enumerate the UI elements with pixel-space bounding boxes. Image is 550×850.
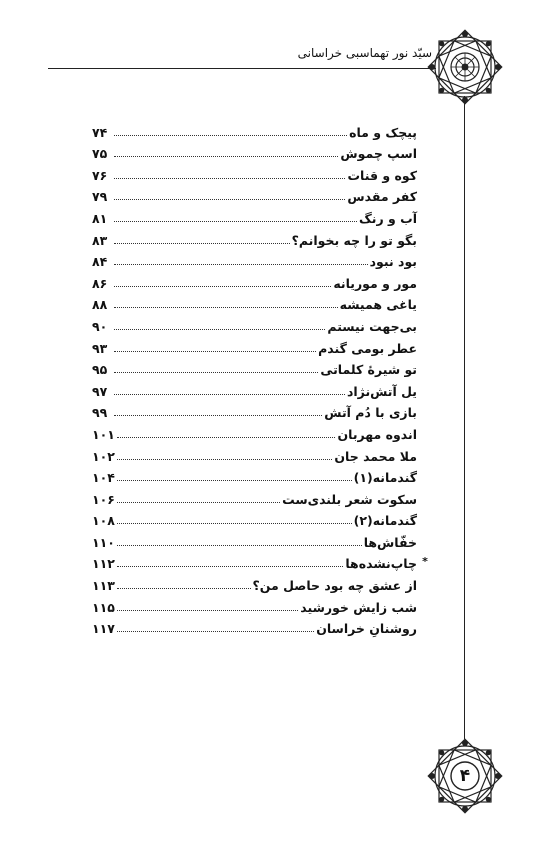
toc-entry-page: ۸۸ — [92, 297, 108, 313]
toc-entry-page: ۹۰ — [92, 318, 108, 334]
dot-leader — [117, 480, 352, 481]
toc-entry-page: ۹۷ — [92, 383, 108, 399]
dot-leader — [117, 437, 336, 438]
dot-leader — [114, 243, 290, 244]
dot-leader — [117, 523, 352, 524]
toc-entry — [92, 399, 417, 421]
toc-entry — [92, 571, 417, 593]
dot-leader — [117, 631, 314, 632]
toc-entry — [92, 420, 417, 442]
toc-entry-page: ۹۹ — [92, 405, 108, 421]
toc-entry-page: ۹۵ — [92, 362, 108, 378]
toc-entry-title: گندمانه(۲) — [353, 513, 417, 529]
toc-entry — [92, 615, 417, 637]
toc-entry-title: یل آتش‌نژاد — [346, 383, 417, 399]
toc-entry — [92, 485, 417, 507]
toc-entry — [92, 269, 417, 291]
toc-entry — [92, 528, 417, 550]
toc-entry — [92, 161, 417, 183]
toc-entry-title: کوه و قنات — [347, 167, 417, 183]
toc-entry-title: شب زایش خورشید — [300, 599, 417, 615]
toc-entry-title: خفّاش‌ها — [363, 534, 417, 550]
dot-leader — [114, 199, 345, 200]
toc-entry-title: روشنانِ خراسان — [316, 621, 417, 637]
toc-entry-page: ۸۱ — [92, 210, 108, 226]
dot-leader — [114, 415, 322, 416]
toc-entry — [92, 183, 417, 205]
toc-entry-page: ۷۴ — [92, 124, 108, 140]
toc-entry-page: ۱۰۱ — [92, 426, 115, 442]
toc-entry — [92, 226, 417, 248]
dot-leader — [114, 178, 345, 179]
toc-entry-title: مور و موریانه — [333, 275, 417, 291]
toc-entry-title: چاپ‌نشده‌ها — [345, 556, 417, 572]
dot-leader — [117, 459, 332, 460]
dot-leader — [114, 156, 338, 157]
dot-leader — [117, 588, 251, 589]
toc-entry — [92, 464, 417, 486]
toc-entry-title: عطر بومی گندم — [318, 340, 417, 356]
toc-entry — [92, 377, 417, 399]
toc-entry-title: پیچک و ماه — [349, 124, 417, 140]
toc-entry-page: ۱۰۴ — [92, 470, 115, 486]
toc-entry-page: ۷۵ — [92, 146, 108, 162]
toc-entry — [92, 248, 417, 270]
toc-entry-title: بود نبود — [369, 254, 417, 270]
header-rule — [48, 68, 436, 69]
dot-leader — [114, 221, 357, 222]
toc-entry-title: بی‌جهت نیستم — [327, 318, 417, 334]
margin-rule — [464, 96, 465, 739]
dot-leader — [114, 394, 345, 395]
toc-entry-page: ۸۴ — [92, 254, 108, 270]
dot-leader — [114, 135, 347, 136]
toc-entry-title: تو شیرهٔ کلماتی — [320, 362, 417, 378]
dot-leader — [117, 502, 280, 503]
dot-leader — [117, 566, 343, 567]
toc-entry — [92, 356, 417, 378]
toc-entry-title: ملا محمد جان — [334, 448, 417, 464]
toc-entry-page: ۱۱۷ — [92, 621, 115, 637]
toc-entry-title: بازی با دُم آتش — [324, 405, 417, 421]
toc-entry — [92, 334, 417, 356]
toc-entry-page: ۱۱۲ — [92, 556, 115, 572]
toc-entry — [92, 291, 417, 313]
toc-entry-title: از عشق چه بود حاصل من؟ — [252, 578, 417, 594]
dot-leader — [114, 307, 338, 308]
toc-entry-page: ۱۱۵ — [92, 599, 115, 615]
toc-entry-page: ۷۹ — [92, 189, 108, 205]
toc-entry — [92, 118, 417, 140]
toc-entry — [92, 550, 417, 572]
toc-entry — [92, 442, 417, 464]
page-number: ۴ — [459, 766, 471, 786]
toc-entry-page: ۹۳ — [92, 340, 108, 356]
toc-entry-page: ۸۳ — [92, 232, 108, 248]
dot-leader — [114, 329, 325, 330]
asterisk-marker: * — [422, 555, 428, 568]
toc-entry-page: ۱۰۶ — [92, 491, 115, 507]
toc-entry-title: اسپ چموش — [340, 146, 417, 162]
dot-leader — [114, 264, 368, 265]
toc-entry-title: گندمانه(۱) — [353, 470, 417, 486]
dot-leader — [114, 286, 331, 287]
toc-entry-title: سکوت شعر بلندی‌ست — [282, 491, 417, 507]
toc-entry-title: یاغی همیشه — [339, 297, 417, 313]
toc-entry — [92, 204, 417, 226]
toc-entry-page: ۱۱۰ — [92, 534, 115, 550]
toc-entry-page: ۱۰۲ — [92, 448, 115, 464]
toc-entry — [92, 140, 417, 162]
toc-entry — [92, 593, 417, 615]
toc-entry-page: ۸۶ — [92, 275, 108, 291]
dot-leader — [114, 372, 318, 373]
toc-entry-page: ۱۰۸ — [92, 513, 115, 529]
toc-entry — [92, 312, 417, 334]
dot-leader — [117, 610, 298, 611]
dot-leader — [114, 351, 316, 352]
toc-entry-title: بگو تو را چه بخوانم؟ — [291, 232, 417, 248]
toc-entry-title: اندوه مهربان — [337, 426, 417, 442]
toc-entry-page: ۷۶ — [92, 167, 108, 183]
toc-entry — [92, 507, 417, 529]
toc-entry-page: ۱۱۳ — [92, 578, 115, 594]
toc-entry-title: کفر مقدس — [347, 189, 417, 205]
table-of-contents — [92, 118, 417, 636]
dot-leader — [117, 545, 362, 546]
star-ornament-icon — [425, 27, 505, 107]
header-title: سیّد نور تهماسبی خراسانی — [297, 46, 432, 60]
toc-entry-title: آب و رنگ — [358, 210, 417, 226]
